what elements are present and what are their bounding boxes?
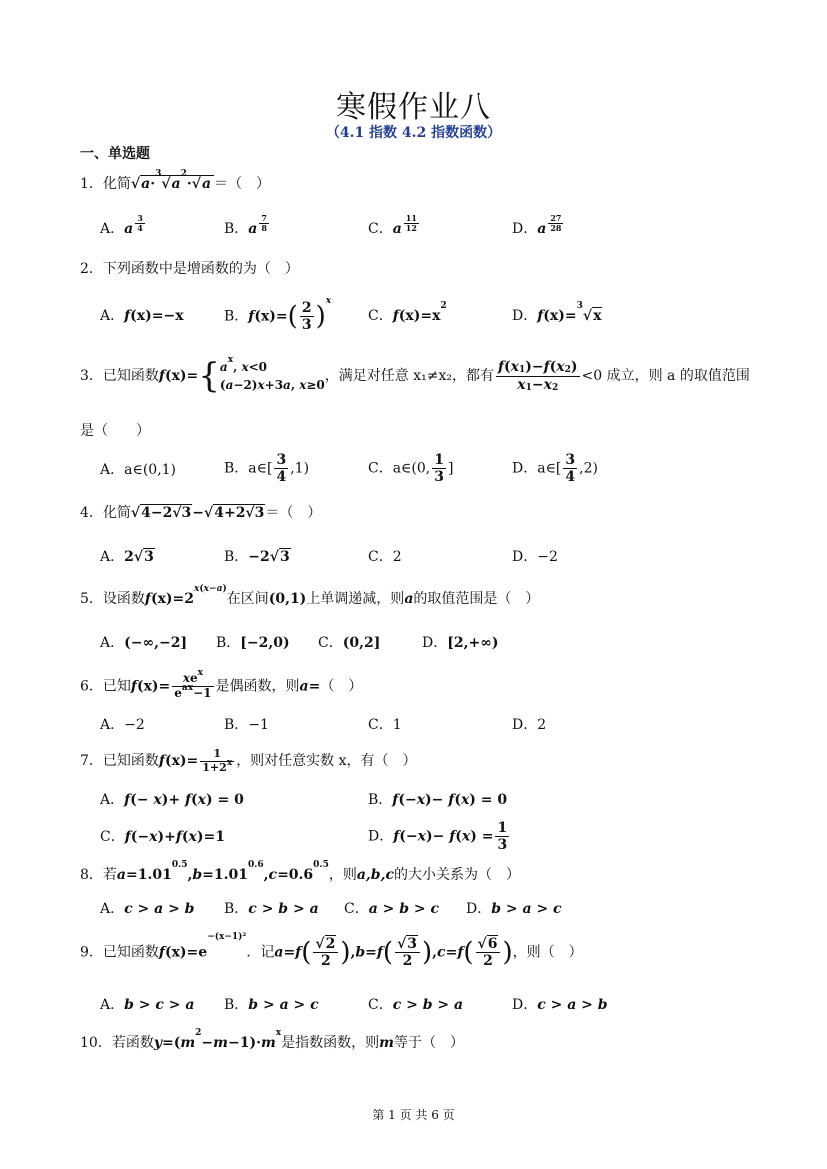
- option-7b[interactable]: B．f(−x)− f(x) = 0: [368, 792, 508, 808]
- question-number: 1．: [80, 176, 103, 192]
- question-tail2: 的大小关系为（ ）: [393, 867, 520, 883]
- question-number: 4．: [80, 505, 103, 521]
- option-7d[interactable]: D．f(−x)− f(x) = $\frac{1}{3}$: [368, 820, 508, 854]
- question-5: 5．设函数$f(x)=2^{x(x-a)}$在区间(0,1)上单调递减，则a的取值范围是（ ）: [80, 584, 540, 607]
- option-3c[interactable]: C．a∈(0, $\frac{1}{3}$ ]: [368, 452, 454, 486]
- option-1a[interactable]: A．a $^{\frac{3}{4}}$: [100, 213, 143, 237]
- option-7a[interactable]: A．f(− x)+ f(x) = 0: [100, 792, 244, 808]
- question-text: 化简: [102, 505, 131, 521]
- option-9a[interactable]: A．b > c > a: [100, 997, 195, 1013]
- question-6: 6．已知f(x)= $\frac{xe^x}{e^{ax}-1}$ 是偶函数，则a=（ ）: [80, 668, 363, 700]
- question-text: 化简: [102, 176, 131, 192]
- question-tail: <0 成立，则 a 的取值范围: [581, 368, 750, 384]
- option-2b[interactable]: B．f(x)=( $\frac{2}{3}$ )$^x$: [224, 296, 332, 334]
- page-subtitle: （4.1 指数 4.2 指数函数）: [325, 125, 502, 141]
- question-mid: 在区间: [226, 591, 269, 607]
- question-1: [80, 169, 271, 193]
- option-4d[interactable]: D．−2: [512, 549, 558, 565]
- option-6c[interactable]: C．1: [368, 717, 402, 733]
- option-8b[interactable]: B．c > b > a: [224, 901, 319, 917]
- question-7: 7．已知函数f(x)= $\frac{1}{1+2^x}$ ，则对任意实数 x，有（ ）: [80, 747, 417, 774]
- option-2d[interactable]: D．f(x)=$^3$√x: [512, 301, 602, 324]
- question-tail: ＝（ ）: [214, 176, 271, 192]
- question-tail: 是指数函数，则: [281, 1035, 380, 1051]
- question-tail: 的取值范围是（ ）: [413, 591, 540, 607]
- question-3: 3．已知函数$f(x)=\{a^x$, x<0 (a−2)x+3a, x≥0，满足对任意 x₁≠x₂，都有 $\frac{f(x1)-f(x2)}{x1-x2}$ <0 成立，则 a 的取值范围: [80, 355, 750, 396]
- question-number: 2．: [80, 261, 103, 277]
- option-6b[interactable]: B．−1: [224, 717, 269, 733]
- question-8: 8．若$a=1.01^{0.5},b=1.01^{0.6},c=0.6^{0.5}$，则a,b,c的大小关系为（ ）: [80, 860, 520, 883]
- option-2a[interactable]: A．f(x)=−x: [100, 308, 184, 324]
- question-text: 已知函数: [102, 753, 159, 770]
- option-1b[interactable]: B．a $^{\frac{7}{8}}$: [224, 213, 267, 237]
- question-tail2: 等于（ ）: [394, 1035, 464, 1051]
- question-number: 7．: [80, 753, 103, 770]
- question-3-line2: 是（ ）: [80, 423, 150, 439]
- option-9c[interactable]: C．c > b > a: [368, 997, 464, 1013]
- question-mid: ．记: [246, 944, 275, 961]
- question-text: 若函数: [111, 1035, 154, 1051]
- option-6a[interactable]: A．−2: [100, 717, 145, 733]
- question-number: 8．: [80, 867, 103, 883]
- option-5b[interactable]: B．[−2,0): [216, 635, 290, 651]
- question-text: 已知函数: [102, 944, 159, 961]
- section-heading: 一、单选题: [80, 146, 150, 162]
- option-9b[interactable]: B．b > a > c: [224, 997, 319, 1013]
- option-3b[interactable]: B．a∈[ $\frac{3}{4}$ ,1): [224, 452, 310, 486]
- question-text: 设函数: [102, 591, 145, 607]
- page-footer: 第 1 页 共 6 页: [372, 1108, 455, 1122]
- formula: √4−2√3−√4+2√3: [130, 505, 265, 521]
- formula: $√a\cdot^3√a^2\cdot√a$: [131, 175, 214, 192]
- question-4: [80, 502, 321, 522]
- question-number: 3．: [80, 368, 103, 384]
- question-number: 10．: [80, 1035, 112, 1051]
- option-1c[interactable]: C．a $^{\frac{11}{12}}$: [368, 213, 417, 237]
- question-text: 已知: [102, 678, 131, 695]
- question-mid2: 上单调递减，则: [306, 591, 405, 607]
- question-tail2: （ ）: [320, 678, 363, 695]
- option-1d[interactable]: D．a $^{\frac{27}{28}}$: [512, 213, 562, 237]
- option-8c[interactable]: C．a > b > c: [344, 901, 440, 917]
- page-title: 寒假作业八: [336, 90, 491, 125]
- option-5a[interactable]: A．(−∞,−2]: [100, 635, 188, 651]
- question-text: 已知函数: [102, 368, 159, 384]
- question-mid: ，满足对任意 x₁≠x₂，都有: [324, 368, 494, 384]
- option-5d[interactable]: D．[2,+∞): [422, 635, 499, 651]
- question-tail: ，则: [328, 867, 357, 883]
- option-9d[interactable]: D．c > a > b: [512, 997, 608, 1013]
- question-tail: ，则对任意实数 x，有（ ）: [236, 753, 417, 770]
- option-4c[interactable]: C．2: [368, 549, 402, 565]
- question-number: 5．: [80, 591, 103, 607]
- option-7c[interactable]: C．f(−x)+f(x)=1: [100, 829, 225, 845]
- option-8a[interactable]: A．c > a > b: [100, 901, 195, 917]
- option-5c[interactable]: C．(0,2]: [318, 635, 381, 651]
- option-3d[interactable]: D．a∈[ $\frac{3}{4}$ ,2): [512, 452, 598, 486]
- question-text: 若: [102, 867, 117, 883]
- question-tail: ，则（ ）: [512, 944, 583, 961]
- option-4a[interactable]: A．2√3: [100, 549, 154, 565]
- question-number: 9．: [80, 944, 103, 961]
- question-number: 6．: [80, 678, 103, 695]
- option-3a[interactable]: A．a∈(0,1): [100, 462, 177, 478]
- option-2c[interactable]: C．$f(x)=x^2$: [368, 301, 447, 324]
- option-4b[interactable]: B．−2√3: [224, 549, 290, 565]
- option-8d[interactable]: D．b > a > c: [466, 901, 562, 917]
- question-tail: ＝（ ）: [265, 505, 322, 521]
- question-tail: 是偶函数，则: [215, 678, 300, 695]
- question-2: [80, 258, 299, 278]
- question-text: 下列函数中是增函数的为（ ）: [102, 261, 299, 277]
- option-6d[interactable]: D．2: [512, 717, 547, 733]
- question-9: 9．已知函数$f(x)=e^{-(x-1)^2}$．记a=f( $\frac{√2}{2}$ ),b=f( $\frac{√3}{2}$ ),c=f( $\frac{√6}{2}$ )，则（ ）: [80, 932, 583, 970]
- question-10: 10．若函数$y=(m^2-m-1)\cdot m^x$是指数函数，则m等于（ ）: [80, 1028, 464, 1051]
